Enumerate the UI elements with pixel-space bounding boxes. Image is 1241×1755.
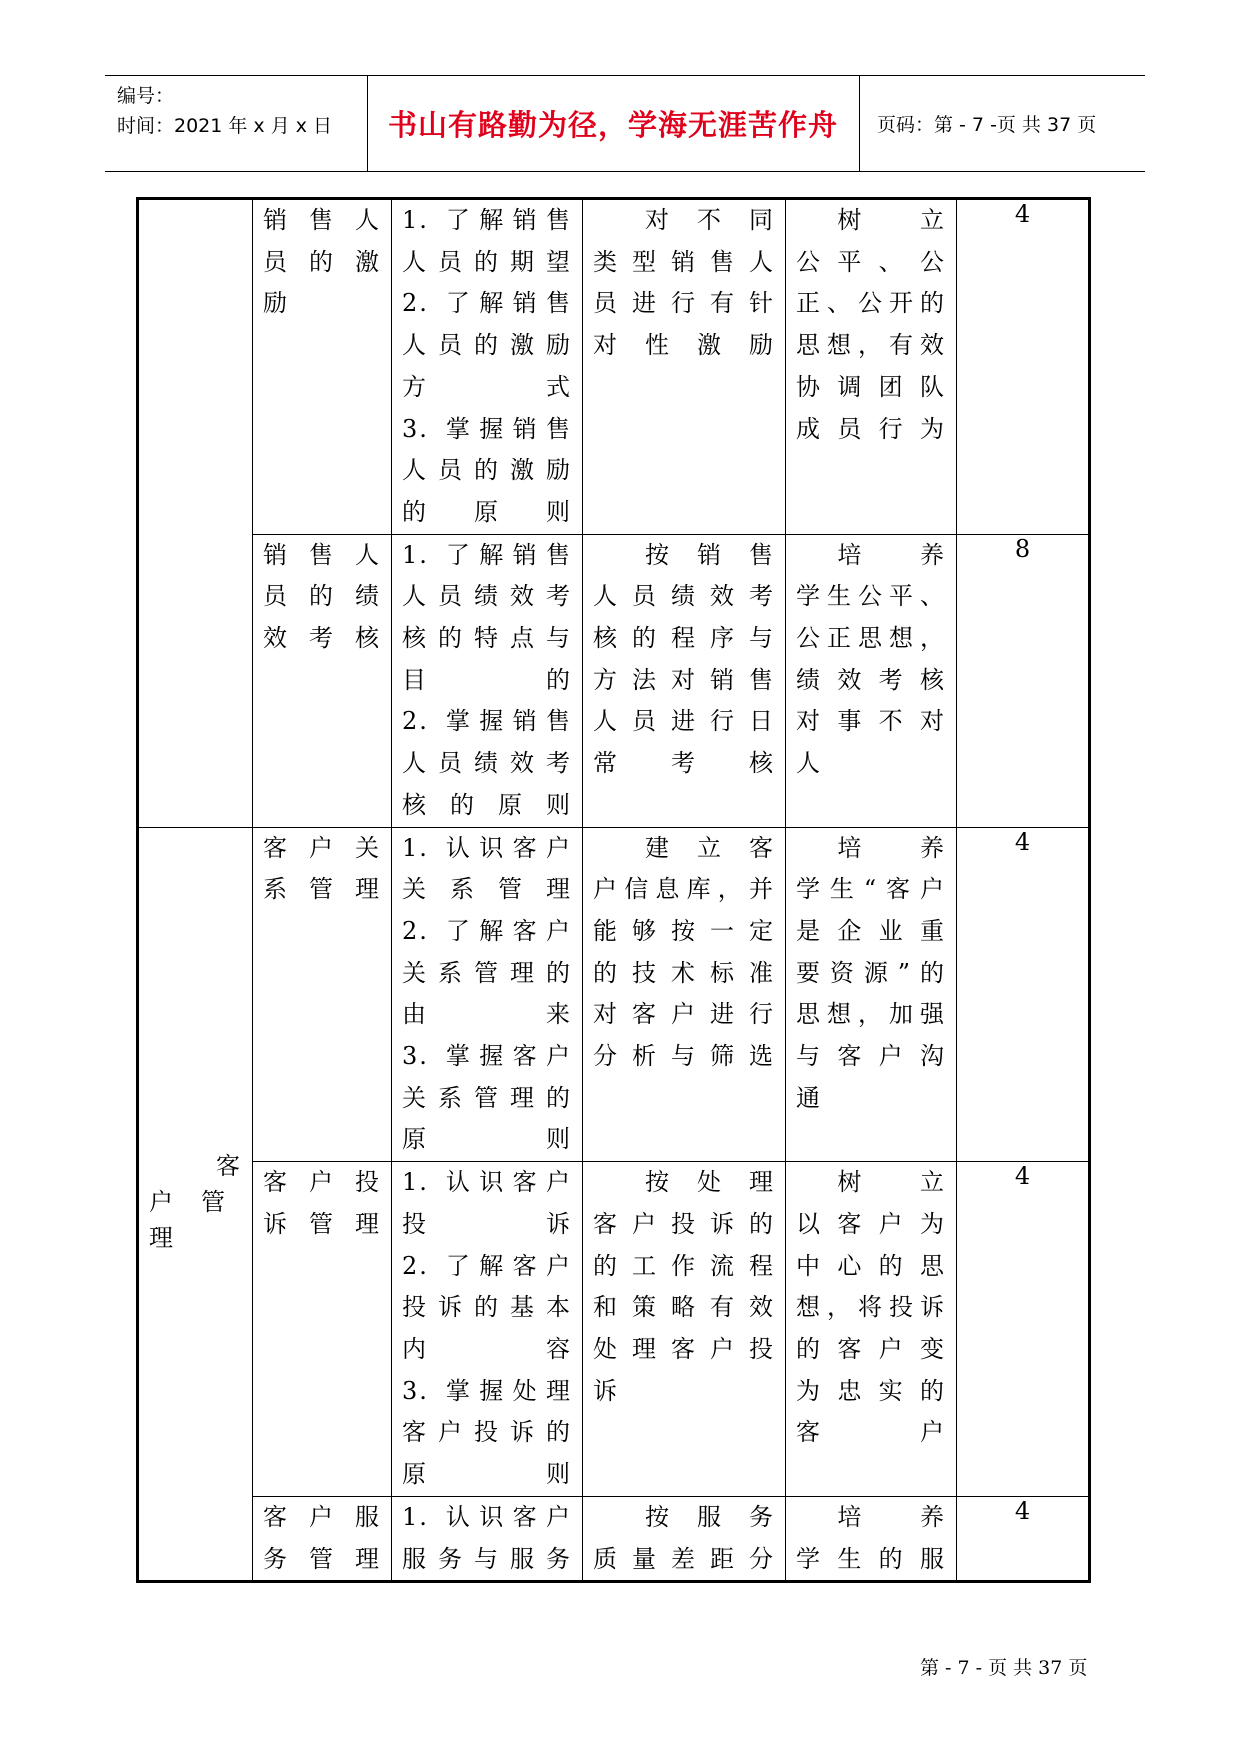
cell-line: 励 (263, 289, 289, 318)
cell-line: 是企业重 (796, 916, 946, 945)
cell-line: 树 立 (796, 206, 946, 234)
header-motto: 书山有路勤为径，学海无涯苦作舟 (387, 108, 838, 142)
cell-line: 客户 (796, 1418, 946, 1447)
cell-line: 中心的思 (796, 1251, 946, 1280)
cell-line: 常考核 (593, 749, 775, 778)
table-row (138, 534, 1090, 827)
cell-line: 想，将投诉 (796, 1293, 946, 1322)
cell-line: 原则 (402, 1460, 572, 1489)
cell-line: 为忠实的 (796, 1376, 946, 1405)
cell-line: 树 立 (796, 1168, 946, 1197)
cell-line: 能够按一定 (593, 916, 775, 945)
cell-line: 成员行为 (796, 414, 946, 443)
cell-line: 3. 掌握处理 (402, 1376, 572, 1405)
cell-line: 的工作流程 (593, 1251, 775, 1280)
cell-line: 的原则 (402, 497, 572, 526)
cell-line: 人员绩效考 (402, 582, 572, 611)
cell-line: 按销售 (593, 540, 775, 569)
cell-line: 诉 (593, 1376, 619, 1405)
cell-line: 客户投诉的 (402, 1418, 572, 1447)
quality-cell (786, 827, 957, 1162)
skills-cell (583, 534, 786, 827)
objectives-cell (392, 1496, 583, 1581)
objectives-cell (392, 199, 583, 535)
cell-line: 客户投诉的 (593, 1209, 775, 1238)
cell-line: 要资源”的 (796, 958, 946, 987)
cell-line: 1. 认识客户 (402, 1168, 572, 1197)
cell-line: 2. 了解销售 (402, 289, 572, 318)
cell-line: 对客户进行 (593, 1000, 775, 1029)
skills-cell (583, 1496, 786, 1581)
doc-number-label: 编号： (117, 85, 175, 107)
cell-line: 学生公平、 (796, 582, 946, 611)
cell-line: 务管理 (263, 1544, 381, 1573)
cell-line: 2. 掌握销售 (402, 707, 572, 736)
cell-line: 客户投 (263, 1168, 381, 1197)
cell-line: 1. 认识客户 (402, 1502, 572, 1531)
cell-line: 系管理 (263, 875, 381, 904)
header-page-number: 页码：第 - 7 -页 共 37 页 (877, 114, 1097, 136)
cell-line: 核的原则 (402, 790, 572, 819)
cell-line: 内容 (402, 1334, 572, 1363)
cell-line: 思想，加强 (796, 1000, 946, 1029)
cell-line: 质量差距分 (593, 1544, 775, 1573)
cell-line: 人 (796, 749, 822, 778)
cell-line: 人员的激励 (402, 456, 572, 485)
cell-line: 的客户变 (796, 1334, 946, 1363)
cell-line: 3. 掌握客户 (402, 1042, 572, 1071)
cell-line: 方式 (402, 372, 572, 401)
skills-cell (583, 199, 786, 535)
cell-line: 人员进行日 (593, 707, 775, 736)
cell-line: 人员绩效考 (402, 749, 572, 778)
cell-line: 以客户为 (796, 1209, 946, 1238)
cell-line: 投诉的基本 (402, 1293, 572, 1322)
cell-line: 绩效考核 (796, 665, 946, 694)
cell-line: 和策略有效 (593, 1293, 775, 1322)
cell-line: 协调团队 (796, 372, 946, 401)
cell-line: 按服务 (593, 1502, 775, 1531)
cell-line: 正、公开的 (796, 289, 946, 318)
cell-line: 关系管理 (402, 875, 572, 904)
cell-line: 核的程序与 (593, 624, 775, 653)
topic-cell (253, 199, 392, 535)
cell-line: 人员的激励 (402, 331, 572, 360)
cell-line: 思想，有效 (796, 331, 946, 360)
cell-line: 人员绩效考 (593, 582, 775, 611)
cell-line: 方法对销售 (593, 665, 775, 694)
objectives-cell (392, 534, 583, 827)
module-label-line: 户 管 (149, 1187, 227, 1216)
module-cell-sales (138, 199, 253, 828)
time-label: 时间：2021 年 x 月 x 日 (117, 115, 333, 137)
hours-cell: 8 (957, 534, 1090, 827)
cell-line: 员进行有针 (593, 289, 775, 318)
module-label-line: 客 (216, 1151, 242, 1180)
topic-cell (253, 1496, 392, 1581)
cell-line: 关系管理的 (402, 1083, 572, 1112)
cell-line: 人员的期望 (402, 247, 572, 276)
cell-line: 关系管理的 (402, 958, 572, 987)
table-row (138, 1496, 1090, 1581)
cell-line: 对性激励 (593, 331, 775, 360)
cell-line: 1. 认识客户 (402, 833, 572, 862)
objectives-cell (392, 1162, 583, 1497)
cell-line: 培 养 (796, 540, 946, 569)
topic-cell (253, 534, 392, 827)
cell-line: 对不同 (593, 206, 775, 234)
cell-line: 分析与筛选 (593, 1042, 775, 1071)
cell-line: 学生的服 (796, 1544, 946, 1573)
hours-cell: 4 (957, 1496, 1090, 1581)
cell-line: 的技术标准 (593, 958, 775, 987)
cell-line: 3. 掌握销售 (402, 414, 572, 443)
cell-line: 培 养 (796, 1502, 946, 1531)
cell-line: 原则 (402, 1125, 572, 1154)
cell-line: 公平、公 (796, 247, 946, 276)
header-divider (859, 76, 860, 171)
cell-line: 建立客 (593, 833, 775, 862)
cell-line: 目的 (402, 665, 572, 694)
cell-line: 投诉 (402, 1209, 572, 1238)
cell-line: 1. 了解销售 (402, 206, 572, 234)
quality-cell (786, 534, 957, 827)
cell-line: 对事不对 (796, 707, 946, 736)
hours-cell: 4 (957, 1162, 1090, 1497)
table-row (138, 199, 1090, 535)
cell-line: 服务与服务 (402, 1544, 572, 1573)
cell-line: 由来 (402, 1000, 572, 1029)
cell-line: 诉管理 (263, 1209, 381, 1238)
page-footer: 第 - 7 - 页 共 37 页 (920, 1657, 1088, 1679)
cell-line: 类型销售人 (593, 247, 775, 276)
cell-line: 员的绩 (263, 582, 381, 611)
topic-cell (253, 827, 392, 1162)
module-label-line: 理 (149, 1223, 175, 1252)
cell-line: 户信息库，并 (593, 875, 775, 904)
header-divider (367, 76, 368, 171)
cell-line: 2. 了解客户 (402, 916, 572, 945)
cell-line: 2. 了解客户 (402, 1251, 572, 1280)
cell-line: 1. 了解销售 (402, 540, 572, 569)
cell-line: 按处理 (593, 1168, 775, 1197)
module-cell-customer (138, 827, 253, 1582)
skills-cell (583, 1162, 786, 1497)
hours-cell: 4 (957, 827, 1090, 1162)
page-header (105, 75, 1145, 172)
objectives-cell (392, 827, 583, 1162)
cell-line: 核的特点与 (402, 624, 572, 653)
cell-line: 通 (796, 1083, 822, 1112)
cell-line: 与客户沟 (796, 1042, 946, 1071)
cell-line: 客户服 (263, 1502, 381, 1531)
topic-cell (253, 1162, 392, 1497)
skills-cell (583, 827, 786, 1162)
cell-line: 效考核 (263, 624, 381, 653)
cell-line: 学生“客户 (796, 875, 946, 904)
quality-cell (786, 1496, 957, 1581)
table-row (138, 1162, 1090, 1497)
quality-cell (786, 1162, 957, 1497)
cell-line: 处理客户投 (593, 1334, 775, 1363)
cell-line: 员的激 (263, 247, 381, 276)
table-row (138, 827, 1090, 1162)
cell-line: 销售人 (263, 540, 381, 569)
cell-line: 客户关 (263, 833, 381, 862)
quality-cell (786, 199, 957, 535)
cell-line: 销售人 (263, 206, 381, 234)
cell-line: 培 养 (796, 833, 946, 862)
course-plan-table (136, 197, 1091, 1583)
header-left (117, 81, 332, 141)
cell-line: 公正思想， (796, 624, 946, 653)
hours-cell: 4 (957, 199, 1090, 535)
